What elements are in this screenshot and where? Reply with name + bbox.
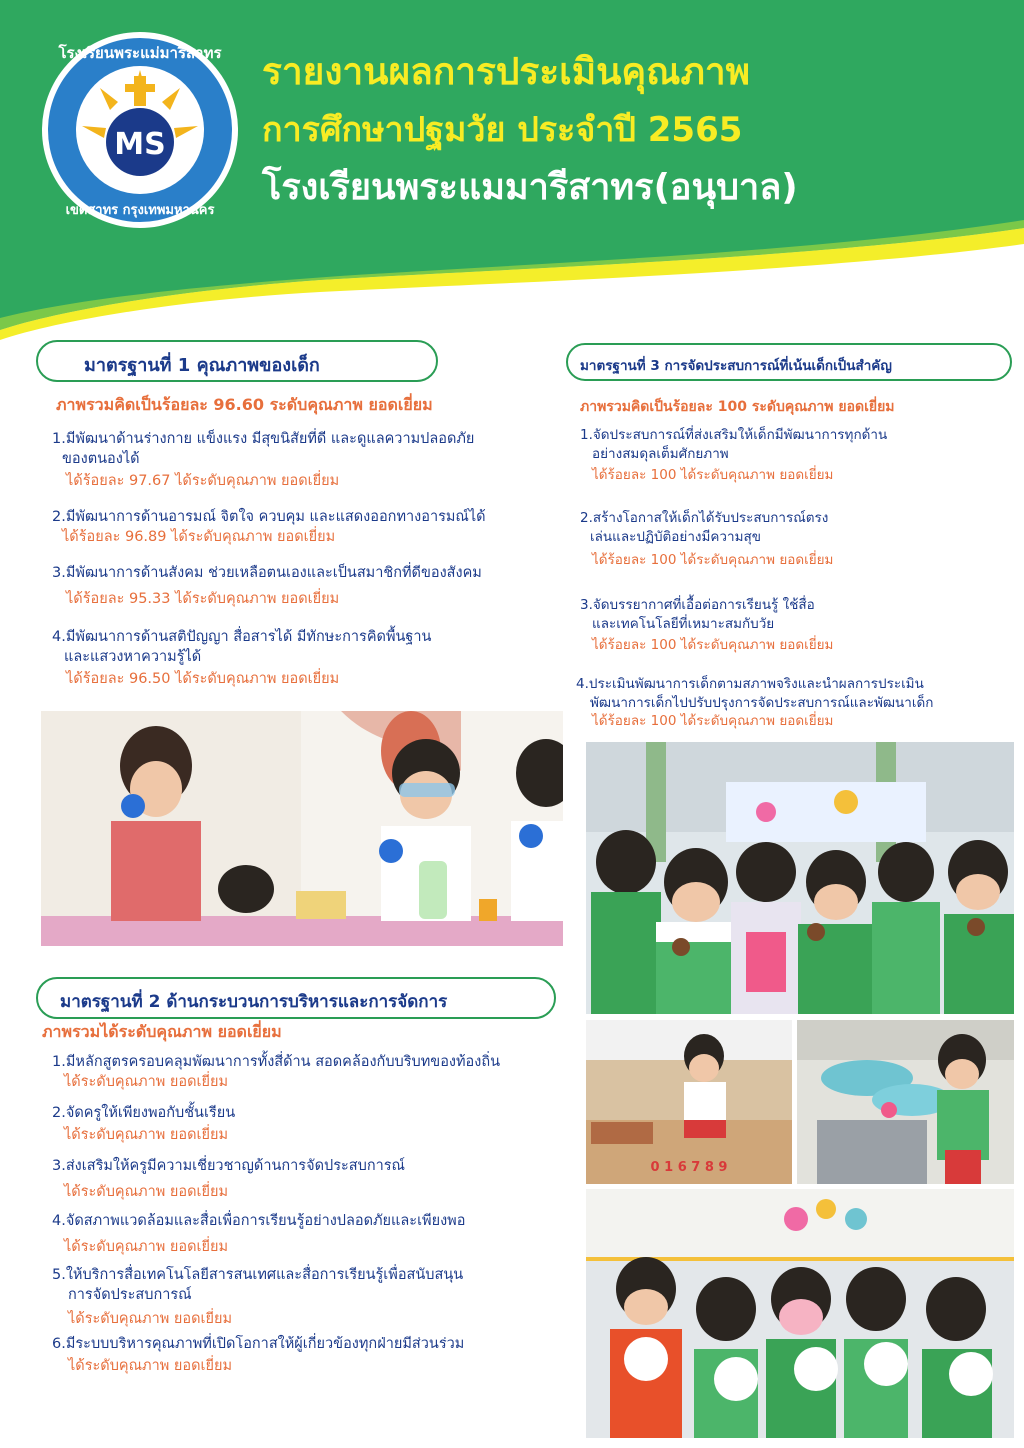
standard2-heading: มาตรฐานที่ 2 ด้านกระบวนการบริหารและการจัดการ xyxy=(36,977,556,1019)
school-logo xyxy=(40,30,240,230)
logo-ring-text: โรงเรียนพระแม่มารีสาทร xyxy=(58,44,222,62)
logo-monogram: MS xyxy=(114,127,166,162)
standard2-item-2: 2.จัดครูให้เพียงพอกับชั้นเรียน ได้ระดับคุณภาพ ยอดเยี่ยม xyxy=(52,1105,236,1143)
standard1-summary: ภาพรวมคิดเป็นร้อยละ 96.60 ระดับคุณภาพ ยอดเยี่ยม xyxy=(56,395,433,414)
standard1-item-3: 3.มีพัฒนาการด้านสังคม ช่วยเหลือตนเองและเป็นสมาชิกที่ดีของสังคม ได้ร้อยละ 95.33 ได้ระดับคุณภาพ ยอดเยี่ยม xyxy=(52,565,482,607)
standard1-item-2: 2.มีพัฒนาการด้านอารมณ์ จิตใจ ควบคุม และแสดงออกทางอารมณ์ได้ ได้ร้อยละ 96.89 ได้ระดับคุณภาพ ยอดเยี่ยม xyxy=(52,509,486,545)
photo-washing-activity xyxy=(797,1020,1014,1184)
standard3-heading: มาตรฐานที่ 3 การจัดประสบการณ์ที่เน้นเด็กเป็นสำคัญ xyxy=(566,343,1012,381)
standard3-summary: ภาพรวมคิดเป็นร้อยละ 100 ระดับคุณภาพ ยอดเยี่ยม xyxy=(580,399,895,415)
standard3-item-4: 4.ประเมินพัฒนาการเด็กตามสภาพจริงและนำผลการประเมิน พัฒนาการเด็กไปปรับปรุงการจัดประสบการณ์และพัฒนาเด็ก ได้ร้อยละ 100 ได้ระดับคุณภาพ ยอดเยี่ยม xyxy=(576,676,934,729)
photo-sign-activity xyxy=(586,1189,1014,1438)
standard2-item-3: 3.ส่งเสริมให้ครูมีความเชี่ยวชาญด้านการจัดประสบการณ์ ได้ระดับคุณภาพ ยอดเยี่ยม xyxy=(52,1158,406,1200)
photo-cupcake-activity xyxy=(586,742,1014,1014)
logo-bottom-text: เขตสาทร กรุงเทพมหานคร xyxy=(65,203,215,218)
photo-number-cards xyxy=(586,1020,792,1184)
standard2-item-5: 5.ให้บริการสื่อเทคโนโลยีสารสนเทศและสื่อการเรียนรู้เพื่อสนับสนุน การจัดประสบการณ์ ได้ระดับคุณภาพ ยอดเยี่ยม xyxy=(52,1267,464,1327)
standard3-item-2: 2.สร้างโอกาสให้เด็กได้รับประสบการณ์ตรง เล่นและปฏิบัติอย่างมีความสุข ได้ร้อยละ 100 ได้ระดับคุณภาพ ยอดเยี่ยม xyxy=(580,510,834,568)
report-title-line2: การศึกษาปฐมวัย ประจำปี 2565 xyxy=(262,110,743,150)
standard2-item-4: 4.จัดสภาพแวดล้อมและสื่อเพื่อการเรียนรู้อย่างปลอดภัยและเพียงพอ ได้ระดับคุณภาพ ยอดเยี่ยม xyxy=(52,1213,466,1255)
number-cards-text: 0 1 6 7 8 9 xyxy=(650,1160,728,1175)
standard3-item-1: 1.จัดประสบการณ์ที่ส่งเสริมให้เด็กมีพัฒนาการทุกด้าน อย่างสมดุลเต็มศักยภาพ ได้ร้อยละ 100 ได้ระดับคุณภาพ ยอดเยี่ยม xyxy=(580,427,888,483)
report-title-line3: โรงเรียนพระแมมารีสาทร(อนุบาล) xyxy=(262,167,798,208)
standard2-summary: ภาพรวมได้ระดับคุณภาพ ยอดเยี่ยม xyxy=(42,1022,282,1041)
standard3-item-3: 3.จัดบรรยากาศที่เอื้อต่อการเรียนรู้ ใช้สื่อ และเทคโนโลยีที่เหมาะสมกับวัย ได้ร้อยละ 100 ได้ระดับคุณภาพ ยอดเยี่ยม xyxy=(580,597,834,653)
report-title-line1: รายงานผลการประเมินคุณภาพ xyxy=(262,50,751,93)
photo-science-activity xyxy=(41,711,563,946)
standard2-item-6: 6.มีระบบบริหารคุณภาพที่เปิดโอกาสให้ผู้เกี่ยวข้องทุกฝ่ายมีส่วนร่วม ได้ระดับคุณภาพ ยอดเยี่ยม xyxy=(52,1336,465,1374)
standard2-item-1: 1.มีหลักสูตรครอบคลุมพัฒนาการทั้งสี่ด้าน สอดคล้องกับบริบทของท้องถิ่น ได้ระดับคุณภาพ ยอดเยี่ยม xyxy=(52,1054,501,1090)
standard1-item-4: 4.มีพัฒนาการด้านสติปัญญา สื่อสารได้ มีทักษะการคิดพื้นฐาน และแสวงหาความรู้ได้ ได้ร้อยละ 96.50 ได้ระดับคุณภาพ ยอดเยี่ยม xyxy=(52,629,432,687)
standard1-item-1: 1.มีพัฒนาด้านร่างกาย แข็งแรง มีสุขนิสัยที่ดี และดูแลความปลอดภัย ของตนองได้ ได้ร้อยละ 97.67 ได้ระดับคุณภาพ ยอดเยี่ยม xyxy=(52,431,475,489)
standard1-heading: มาตรฐานที่ 1 คุณภาพของเด็ก xyxy=(36,340,438,382)
